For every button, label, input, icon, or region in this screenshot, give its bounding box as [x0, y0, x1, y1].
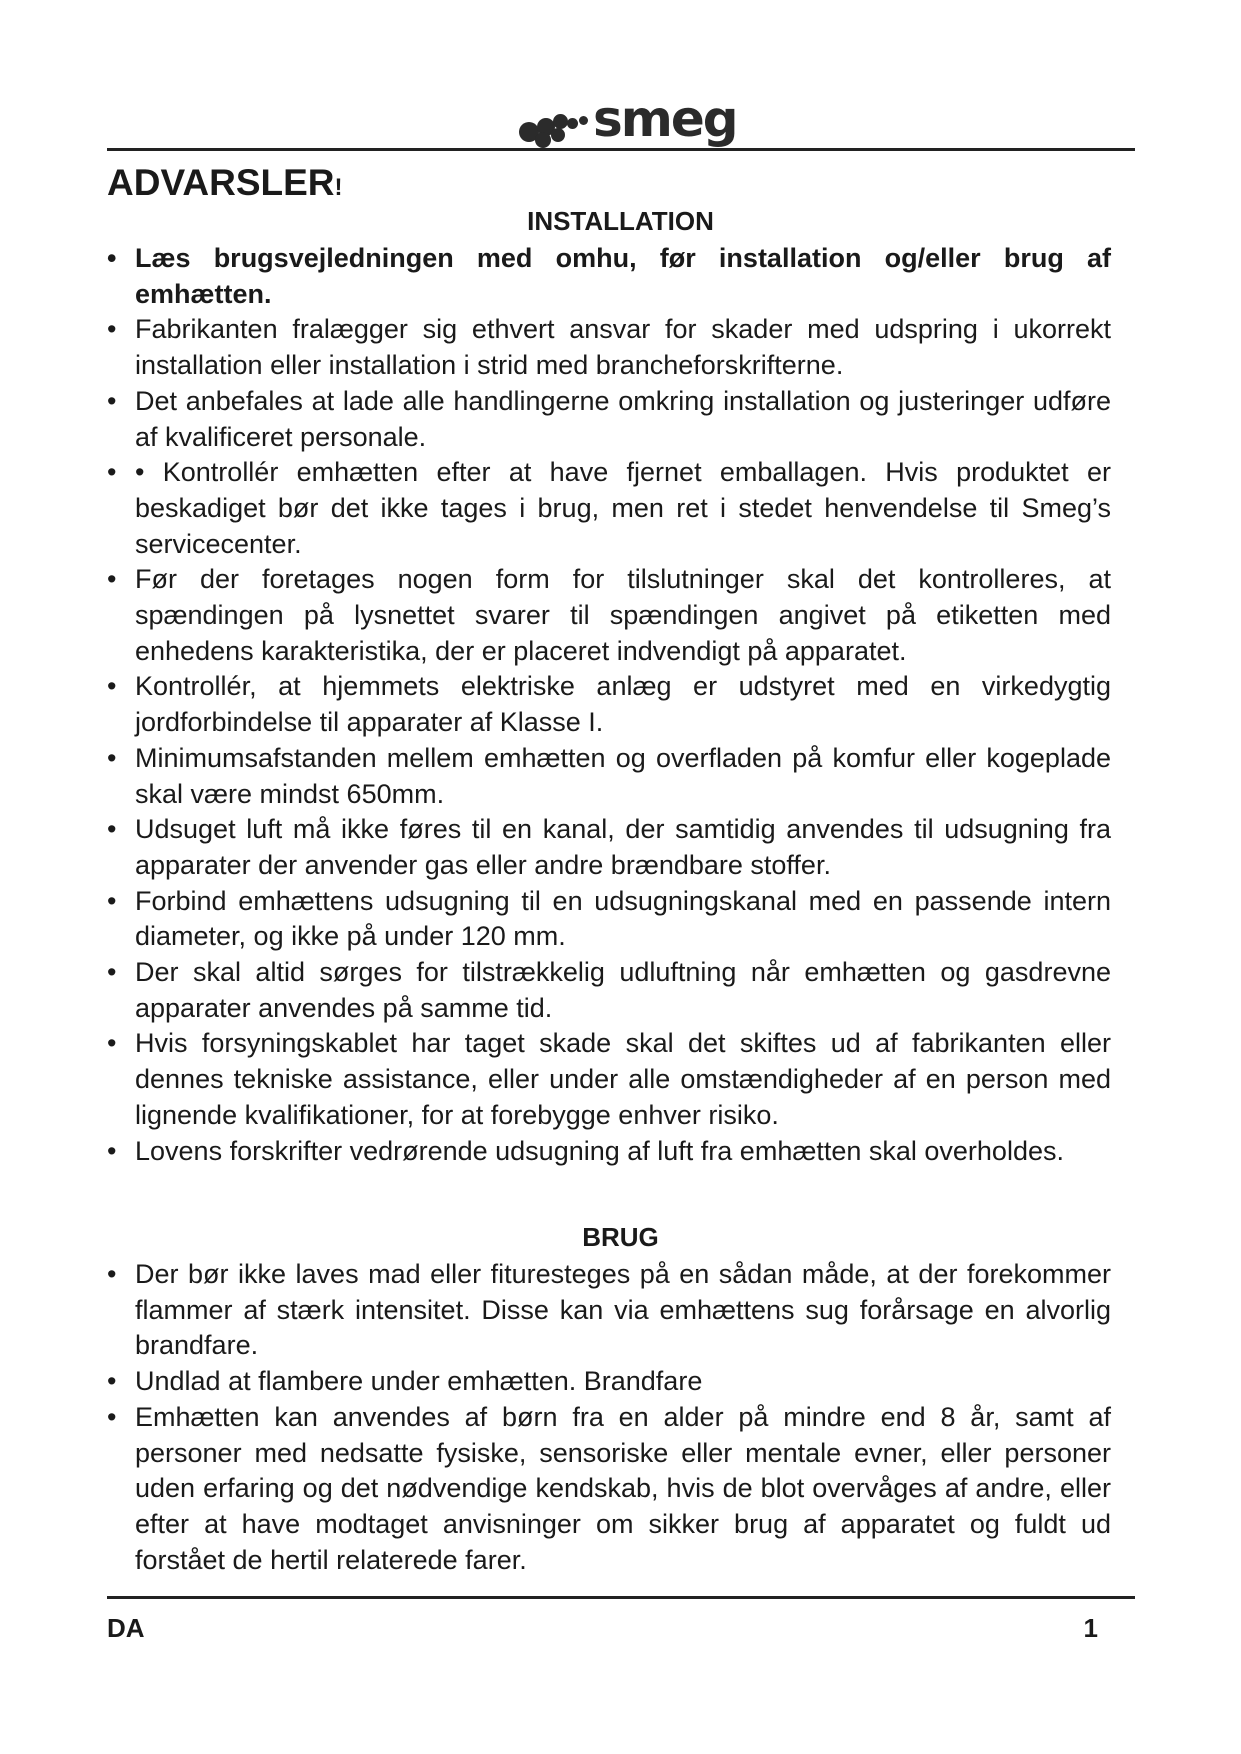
list-item: • Forbind emhættens udsugning til en udsugningskanal med en passende intern diameter, og ikke på under 120 mm.	[107, 884, 1111, 955]
list-item: • Udsuget luft må ikke føres til en kanal, der samtidig anvendes til udsugning fra apparater der anvender gas eller andre brændbare stoffer.	[107, 812, 1111, 883]
list-item: • Der bør ikke laves mad eller fituresteges på en sådan måde, at der forekommer flammer af stærk intensitet. Disse kan via emhættens sug forårsage en alvorlig brandfare.	[107, 1257, 1111, 1364]
installation-heading: INSTALLATION	[527, 206, 714, 236]
list-item: • Der skal altid sørges for tilstrækkelig udluftning når emhætten og gasdrevne apparater anvendes på samme tid.	[107, 955, 1111, 1026]
logo-dots-icon	[515, 96, 593, 148]
brand-name: smeg	[593, 90, 737, 148]
page-title	[107, 162, 343, 204]
title-text: ADVARSLER	[107, 162, 335, 203]
brug-heading: BRUG	[582, 1222, 659, 1252]
footer-rule	[107, 1596, 1135, 1599]
title-exclamation: !	[334, 174, 343, 201]
brug-list	[107, 1257, 1111, 1578]
list-item: • Kontrollér, at hjemmets elektriske anlæg er udstyret med en virkedygtig jordforbindelse til apparater af Klasse I.	[107, 669, 1111, 740]
list-item: • Undlad at flambere under emhætten. Brandfare	[107, 1364, 1111, 1400]
installation-list	[107, 241, 1111, 1169]
smeg-logo	[515, 92, 737, 152]
list-item: • Emhætten kan anvendes af børn fra en alder på mindre end 8 år, samt af personer med nedsatte fysiske, sensoriske eller mentale evner, eller personer uden erfaring og det nødvendige kendskab, hvis de blot overvåges af andre, eller efter at have modtaget anvisninger om sikker brug af apparatet og fuldt ud forstået de hertil relaterede farer.	[107, 1400, 1111, 1579]
list-item: • • Kontrollér emhætten efter at have fjernet emballagen. Hvis produktet er beskadiget bør det ikke tages i brug, men ret i stedet henvendelse til Smeg’s servicecenter.	[107, 455, 1111, 562]
list-item: • Før der foretages nogen form for tilslutninger skal det kontrolleres, at spændingen på lysnettet svarer til spændingen angivet på etiketten med enhedens karakteristika, der er placeret indvendigt på apparatet.	[107, 562, 1111, 669]
list-item: • Hvis forsyningskablet har taget skade skal det skiftes ud af fabrikanten eller dennes tekniske assistance, eller under alle omstændigheder af en person med lignende kvalifikationer, for at forebygge enhver risiko.	[107, 1026, 1111, 1133]
list-item: • Lovens forskrifter vedrørende udsugning af luft fra emhætten skal overholdes.	[107, 1134, 1111, 1170]
list-item: • Fabrikanten fralægger sig ethvert ansvar for skader med udspring i ukorrekt installation eller installation i strid med brancheforskrifterne.	[107, 312, 1111, 383]
footer-language: DA	[107, 1613, 145, 1643]
list-item: • Minimumsafstanden mellem emhætten og overfladen på komfur eller kogeplade skal være mindst 650mm.	[107, 741, 1111, 812]
header-rule	[107, 148, 1135, 151]
page-number: 1	[1083, 1613, 1098, 1643]
list-item: • Læs brugsvejledningen med omhu, før installation og/eller brug af emhætten.	[107, 241, 1111, 312]
list-item: • Det anbefales at lade alle handlingerne omkring installation og justeringer udføre af kvalificeret personale.	[107, 384, 1111, 455]
